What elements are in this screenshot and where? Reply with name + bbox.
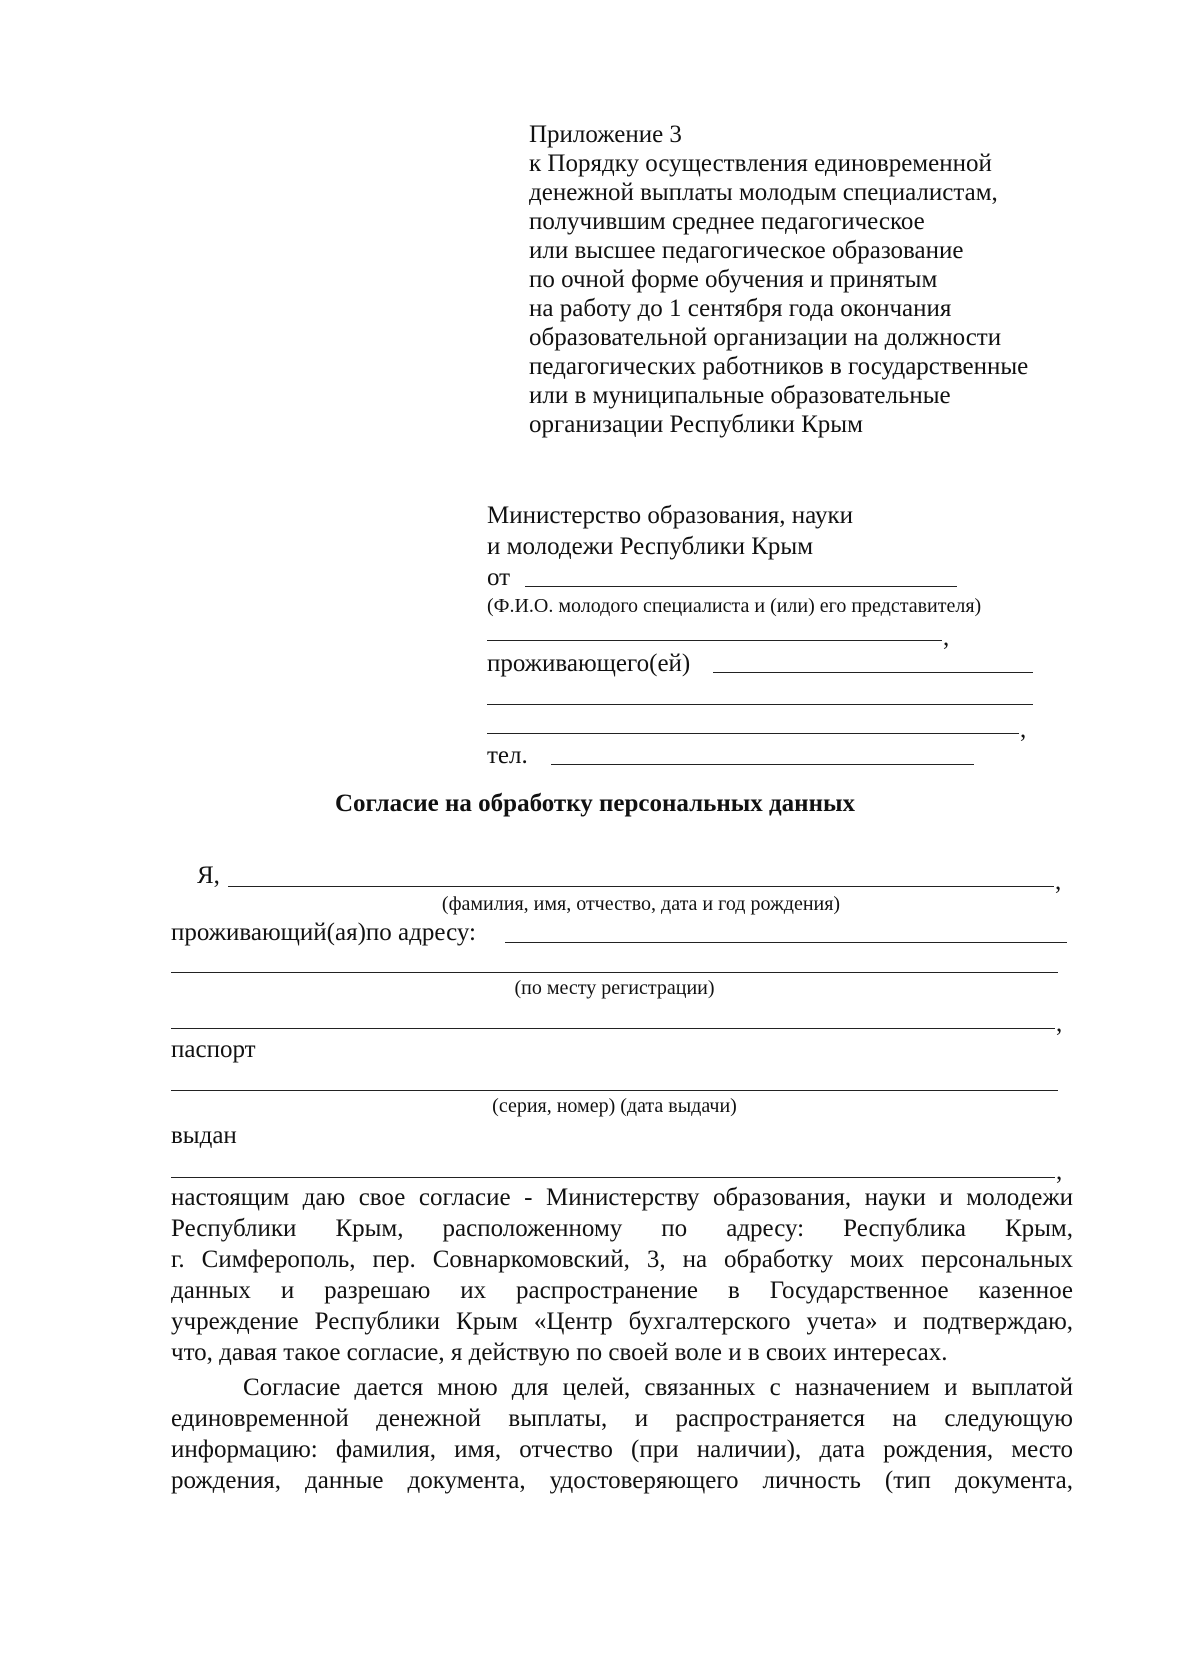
tel-label: тел. — [487, 742, 528, 769]
fullname-comma: , — [1055, 868, 1062, 895]
fio-comma: , — [943, 624, 950, 651]
consent-paragraph — [171, 1182, 1073, 1368]
fullname-line[interactable] — [228, 886, 1054, 887]
paragraph-line: настоящим даю свое согласие - Министерству образования, науки и молодежи — [171, 1184, 1073, 1211]
passport-hint: (серия, номер) (дата выдачи) — [492, 1095, 737, 1117]
fio-hint: (Ф.И.О. молодого специалиста и (или) его представителя) — [487, 595, 982, 617]
appendix-block — [529, 120, 1028, 439]
residing-line[interactable] — [713, 672, 1033, 673]
issued-line[interactable] — [171, 1177, 1055, 1178]
paragraph-line: информацию: фамилия, имя, отчество (при наличии), дата рождения, место — [171, 1436, 1073, 1463]
registration-comma: , — [1056, 1010, 1063, 1037]
purpose-paragraph — [171, 1372, 1073, 1496]
appendix-line: организации Республики Крым — [529, 411, 863, 438]
i-label: Я, — [197, 862, 220, 889]
residing-label: проживающего(ей) — [487, 650, 691, 677]
appendix-line: или высшее педагогическое образование — [529, 237, 964, 264]
appendix-line: на работу до 1 сентября года окончания — [529, 295, 952, 322]
addressee-line-2: и молодежи Республики Крым — [487, 533, 814, 560]
paragraph-line: Республики Крым, расположенному по адресу: Республика Крым, — [171, 1215, 1073, 1242]
appendix-line: образовательной организации на должности — [529, 324, 1002, 351]
address-label: проживающий(ая)по адресу: — [171, 919, 476, 946]
paragraph-line: рождения, данные документа, удостоверяющего личность (тип документа, — [171, 1467, 1073, 1494]
residing-line-3[interactable] — [487, 733, 1019, 734]
passport-label: паспорт — [171, 1036, 256, 1063]
appendix-line: по очной форме обучения и принятым — [529, 266, 938, 293]
residing-line-2[interactable] — [487, 704, 1033, 705]
appendix-line: или в муниципальные образовательные — [529, 382, 951, 409]
appendix-line: к Порядку осуществления единовременной — [529, 150, 992, 177]
appendix-line: Приложение 3 — [529, 121, 682, 148]
paragraph-line: единовременной денежной выплаты, и распространяется на следующую — [171, 1405, 1073, 1432]
paragraph-line: данных и разрешаю их распространение в Государственное казенное — [171, 1277, 1073, 1304]
document-title: Согласие на обработку персональных данных — [335, 790, 856, 817]
appendix-line: денежной выплаты молодым специалистам, — [529, 179, 998, 206]
appendix-line: педагогических работников в государственные — [529, 353, 1029, 380]
paragraph-line: учреждение Республики Крым «Центр бухгалтерского учета» и подтверждаю, — [171, 1308, 1073, 1335]
addressee-line-1: Министерство образования, науки — [487, 502, 853, 529]
residing-comma: , — [1020, 716, 1027, 743]
passport-line[interactable] — [171, 1090, 1058, 1091]
issued-label: выдан — [171, 1122, 237, 1149]
from-fio-line[interactable] — [525, 586, 957, 587]
from-label: от — [487, 564, 511, 591]
issued-comma: , — [1056, 1158, 1063, 1185]
paragraph-line: Согласие дается мною для целей, связанных с назначением и выплатой — [243, 1374, 1073, 1401]
paragraph-line: что, давая такое согласие, я действую по своей воле и в своих интересах. — [171, 1339, 948, 1366]
address-line[interactable] — [505, 942, 1067, 943]
paragraph-line: г. Симферополь, пер. Совнаркомовский, 3, на обработку моих персональных — [171, 1246, 1073, 1273]
tel-line[interactable] — [551, 764, 974, 765]
appendix-line: получившим среднее педагогическое — [529, 208, 925, 235]
address-line-2[interactable] — [171, 972, 1058, 973]
address-line-3[interactable] — [171, 1028, 1055, 1029]
fio-continuation-line[interactable] — [487, 640, 942, 641]
fullname-hint: (фамилия, имя, отчество, дата и год рождения) — [441, 893, 841, 915]
registration-hint: (по месту регистрации) — [514, 977, 715, 999]
